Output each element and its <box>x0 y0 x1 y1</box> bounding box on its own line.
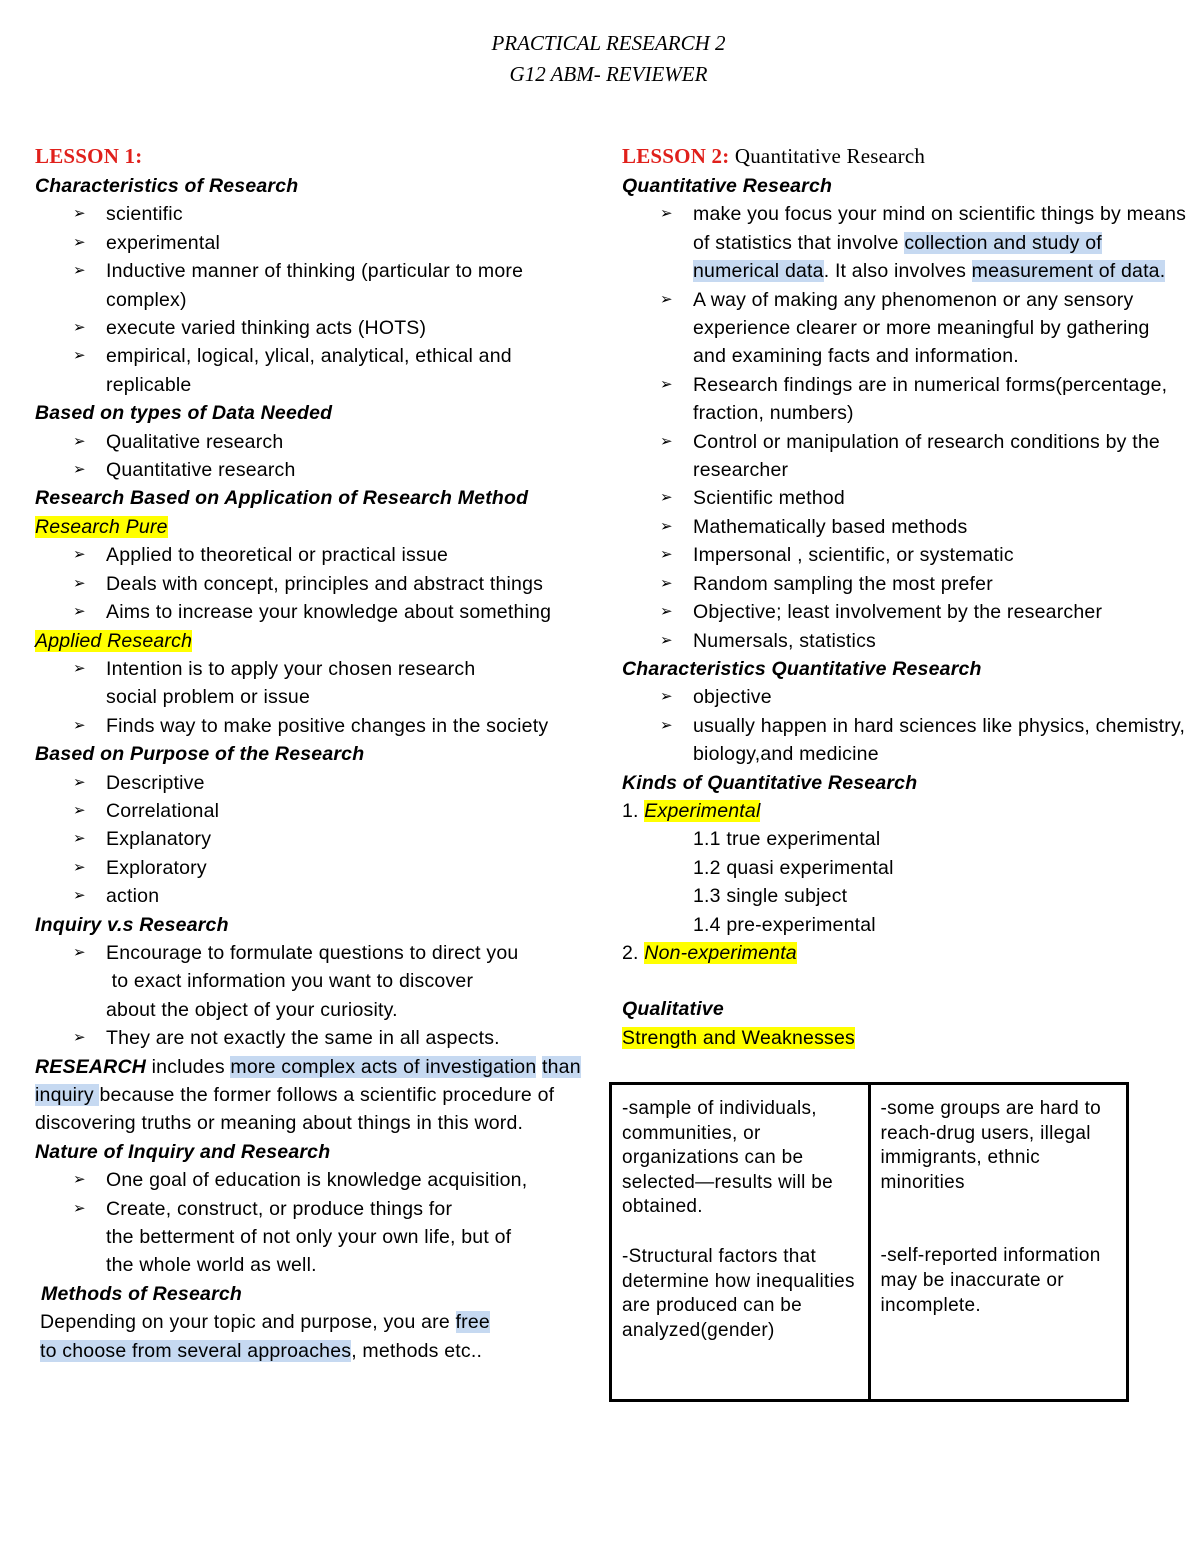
applied-research-label: Applied Research <box>35 629 193 652</box>
left-column <box>35 140 595 1365</box>
methods-paragraph: Depending on your topic and purpose, you are free to choose from several approaches, methods etc.. <box>40 1311 490 1362</box>
list-item: ➢ Numersals, statistics <box>622 627 1187 655</box>
section-heading: Qualitative <box>622 998 724 1021</box>
list-item: ➢ execute varied thinking acts (HOTS) <box>35 314 595 342</box>
list-item: ➢ experimental <box>35 229 595 257</box>
section-heading: Characteristics Quantitative Research <box>622 657 982 680</box>
list-item: ➢ Exploratory <box>35 854 595 882</box>
document-header <box>0 28 1200 90</box>
strength-weakness-label: Strength and Weaknesses <box>622 1026 855 1049</box>
list-item: ➢ usually happen in hard sciences like physics, chemistry, biology,and medicine <box>622 712 1187 769</box>
list-item: ➢ A way of making any phenomenon or any sensory experience clearer or more meaningful by gathering and examining facts and information. <box>622 286 1187 371</box>
section-heading: Kinds of Quantitative Research <box>622 771 918 794</box>
list-item: ➢ Inductive manner of thinking (particular to more complex) <box>35 257 595 314</box>
quant-characteristics-list <box>622 683 1187 768</box>
kind-subitem: 1.3 single subject <box>693 885 848 908</box>
kind-subitem: 1.1 true experimental <box>693 828 881 851</box>
list-item: ➢ Descriptive <box>35 769 595 797</box>
section-heading: Quantitative Research <box>622 175 833 197</box>
list-item: ➢ Intention is to apply your chosen research social problem or issue <box>35 655 595 712</box>
kind-subitem: 1.4 pre-experimental <box>693 913 876 936</box>
applied-research-list <box>35 655 595 740</box>
research-pure-list <box>35 541 595 626</box>
list-item: ➢ One goal of education is knowledge acquisition, <box>35 1166 595 1194</box>
table-cell-text: -Structural factors that determine how inequalities are produced can be analyzed(gender) <box>622 1245 855 1341</box>
characteristics-list <box>35 200 595 399</box>
list-item: ➢ Create, construct, or produce things for the betterment of not only your own life, but of the whole world as well. <box>35 1195 595 1280</box>
section-heading: Research Based on Application of Research Method <box>35 487 529 510</box>
list-item: ➢ action <box>35 882 595 910</box>
purpose-list <box>35 769 595 911</box>
section-heading: Characteristics of Research <box>35 175 299 197</box>
kind-non-experimental: 2. Non-experimenta <box>622 941 797 964</box>
kind-subitem: 1.2 quasi experimental <box>693 856 894 879</box>
list-item: ➢ empirical, logical, ylical, analytical, ethical and replicable <box>35 342 595 399</box>
list-item: ➢ Finds way to make positive changes in the society <box>35 712 595 740</box>
nature-list <box>35 1166 595 1280</box>
section-heading: Based on Purpose of the Research <box>35 743 365 766</box>
research-paragraph: RESEARCH includes more complex acts of investigation than inquiry because the former follows a scientific procedure of discovering truths or meaning about things in this word. <box>35 1055 581 1135</box>
section-heading: Inquiry v.s Research <box>35 913 229 936</box>
data-needed-list <box>35 428 595 485</box>
table-cell-text: -sample of individuals, communities, or organizations can be selected—results will be obtained. <box>622 1098 834 1218</box>
list-item: ➢ Quantitative research <box>35 456 595 484</box>
list-item: ➢ They are not exactly the same in all aspects. <box>35 1024 595 1052</box>
list-item: ➢ Encourage to formulate questions to direct you to exact information you want to discover about the object of your curiosity. <box>35 939 595 1024</box>
section-heading: Nature of Inquiry and Research <box>35 1140 331 1163</box>
lesson-1-title: LESSON 1: <box>35 144 143 168</box>
list-item: ➢ make you focus your mind on scientific things by means of statistics that involve collection and study of numerical data. It also involves measurement of data. <box>622 200 1187 285</box>
kind-experimental: 1. Experimental <box>622 799 761 822</box>
strengths-cell <box>611 1084 870 1401</box>
list-item: ➢ Correlational <box>35 797 595 825</box>
document-title: PRACTICAL RESEARCH 2 <box>491 31 726 55</box>
list-item: ➢ Random sampling the most prefer <box>622 570 1187 598</box>
list-item: ➢ Objective; least involvement by the researcher <box>622 598 1187 626</box>
list-item: ➢ Control or manipulation of research conditions by the researcher <box>622 428 1187 485</box>
list-item: ➢ Mathematically based methods <box>622 513 1187 541</box>
list-item: ➢ Applied to theoretical or practical issue <box>35 541 595 569</box>
strengths-weaknesses-table <box>609 1082 1129 1402</box>
list-item: ➢ Deals with concept, principles and abstract things <box>35 570 595 598</box>
list-item: ➢ Qualitative research <box>35 428 595 456</box>
list-item: ➢ scientific <box>35 200 595 228</box>
list-item: ➢ Research findings are in numerical forms(percentage, fraction, numbers) <box>622 371 1187 428</box>
lesson-2-title: LESSON 2: Quantitative Research <box>622 144 926 168</box>
right-column <box>622 140 1187 1052</box>
list-item: ➢ Explanatory <box>35 825 595 853</box>
document-subtitle: G12 ABM- REVIEWER <box>509 62 708 86</box>
table-cell-text: -some groups are hard to reach-drug users, illegal immigrants, ethnic minorities <box>880 1098 1102 1193</box>
weaknesses-cell <box>869 1084 1128 1401</box>
inquiry-list <box>35 939 595 1053</box>
list-item: ➢ Scientific method <box>622 484 1187 512</box>
quantitative-list <box>622 200 1187 655</box>
list-item: ➢ Aims to increase your knowledge about something <box>35 598 595 626</box>
research-pure-label: Research Pure <box>35 515 168 538</box>
list-item: ➢ Impersonal , scientific, or systematic <box>622 541 1187 569</box>
section-heading: Methods of Research <box>41 1282 243 1305</box>
table-cell-text: -self-reported information may be inaccurate or incomplete. <box>880 1245 1101 1316</box>
list-item: ➢ objective <box>622 683 1187 711</box>
section-heading: Based on types of Data Needed <box>35 402 333 425</box>
